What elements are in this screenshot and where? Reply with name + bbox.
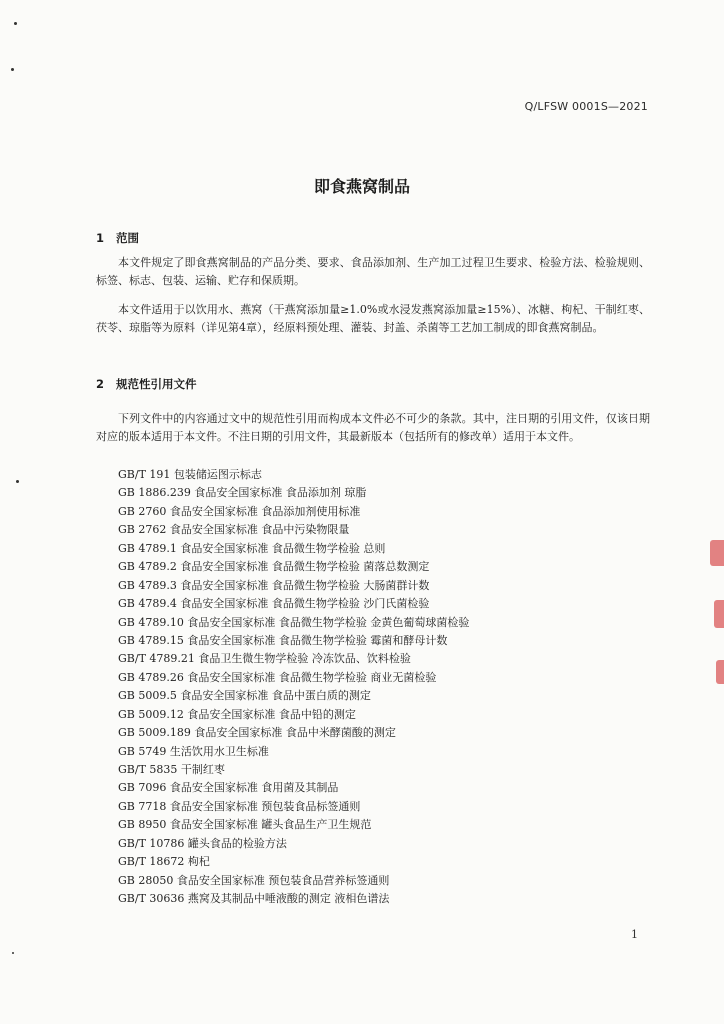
list-item: GB 7096 食品安全国家标准 食用菌及其制品 (118, 781, 339, 795)
reference-list (118, 466, 469, 909)
section-heading-scope (96, 230, 139, 246)
document-title: 即食燕窝制品 (313, 177, 410, 196)
list-item: GB 4789.10 食品安全国家标准 食品微生物学检验 金黄色葡萄球菌检验 (118, 615, 470, 629)
section-title: 规范性引用文件 (116, 377, 197, 391)
list-item: GB/T 4789.21 食品卫生微生物学检验 冷冻饮品、饮料检验 (118, 652, 411, 666)
page-number: 1 (631, 928, 638, 941)
section-heading-normative-references (96, 376, 197, 392)
list-item: GB 4789.4 食品安全国家标准 食品微生物学检验 沙门氏菌检验 (118, 597, 430, 611)
section-number: 2 (96, 377, 105, 391)
scope-paragraph-2: 本文件适用于以饮用水、燕窝（干燕窝添加量≥1.0%或水浸发燕窝添加量≥15%）、冰糖、枸杞、干制红枣、茯苓、琼脂等为原料（详见第4章），经原料预处理、灌装、封盖、杀菌等工艺加工制成的即食燕窝制品。 (96, 303, 650, 334)
list-item: GB 2762 食品安全国家标准 食品中污染物限量 (118, 523, 350, 537)
list-item: GB 7718 食品安全国家标准 预包装食品标签通则 (118, 799, 361, 813)
list-item: GB 28050 食品安全国家标准 预包装食品营养标签通则 (118, 873, 390, 887)
list-item: GB 5009.5 食品安全国家标准 食品中蛋白质的测定 (118, 689, 371, 703)
list-item: GB/T 191 包装储运图示标志 (118, 468, 262, 481)
references-intro-paragraph: 下列文件中的内容通过文中的规范性引用而构成本文件必不可少的条款。其中，注日期的引用文件，仅该日期对应的版本适用于本文件。不注日期的引用文件，其最新版本（包括所有的修改单）适用于本文件。 (96, 412, 650, 443)
list-item: GB/T 30636 燕窝及其制品中唾液酸的测定 液相色谱法 (118, 892, 390, 906)
list-item: GB 2760 食品安全国家标准 食品添加剂使用标准 (118, 504, 361, 518)
scan-speck (12, 952, 14, 954)
list-item: GB 1886.239 食品安全国家标准 食品添加剂 琼脂 (118, 486, 367, 500)
list-item: GB 4789.26 食品安全国家标准 食品微生物学检验 商业无菌检验 (118, 670, 437, 684)
scan-speck (11, 68, 14, 71)
list-item: GB 5749 生活饮用水卫生标准 (118, 744, 269, 758)
scan-speck (16, 480, 19, 483)
scope-paragraph-1: 本文件规定了即食燕窝制品的产品分类、要求、食品添加剂、生产加工过程卫生要求、检验方法、检验规则、标签、标志、包装、运输、贮存和保质期。 (96, 256, 650, 287)
list-item: GB/T 10786 罐头食品的检验方法 (118, 836, 287, 850)
stamp-fragment (714, 600, 724, 628)
stamp-fragment (716, 660, 724, 684)
scan-speck (14, 22, 17, 25)
list-item: GB 5009.189 食品安全国家标准 食品中米酵菌酸的测定 (118, 726, 396, 740)
stamp-fragment (710, 540, 724, 566)
list-item: GB 8950 食品安全国家标准 罐头食品生产卫生规范 (118, 818, 372, 832)
list-item: GB 4789.15 食品安全国家标准 食品微生物学检验 霉菌和酵母计数 (118, 633, 448, 647)
list-item: GB 4789.2 食品安全国家标准 食品微生物学检验 菌落总数测定 (118, 560, 430, 574)
section-number: 1 (96, 231, 105, 245)
list-item: GB 5009.12 食品安全国家标准 食品中铅的测定 (118, 707, 356, 721)
list-item: GB 4789.1 食品安全国家标准 食品微生物学检验 总则 (118, 541, 386, 555)
list-item: GB 4789.3 食品安全国家标准 食品微生物学检验 大肠菌群计数 (118, 578, 430, 592)
section-title: 范围 (116, 231, 139, 245)
list-item: GB/T 18672 枸杞 (118, 855, 210, 869)
list-item: GB/T 5835 干制红枣 (118, 763, 225, 776)
document-code: Q/LFSW 0001S—2021 (524, 100, 648, 113)
